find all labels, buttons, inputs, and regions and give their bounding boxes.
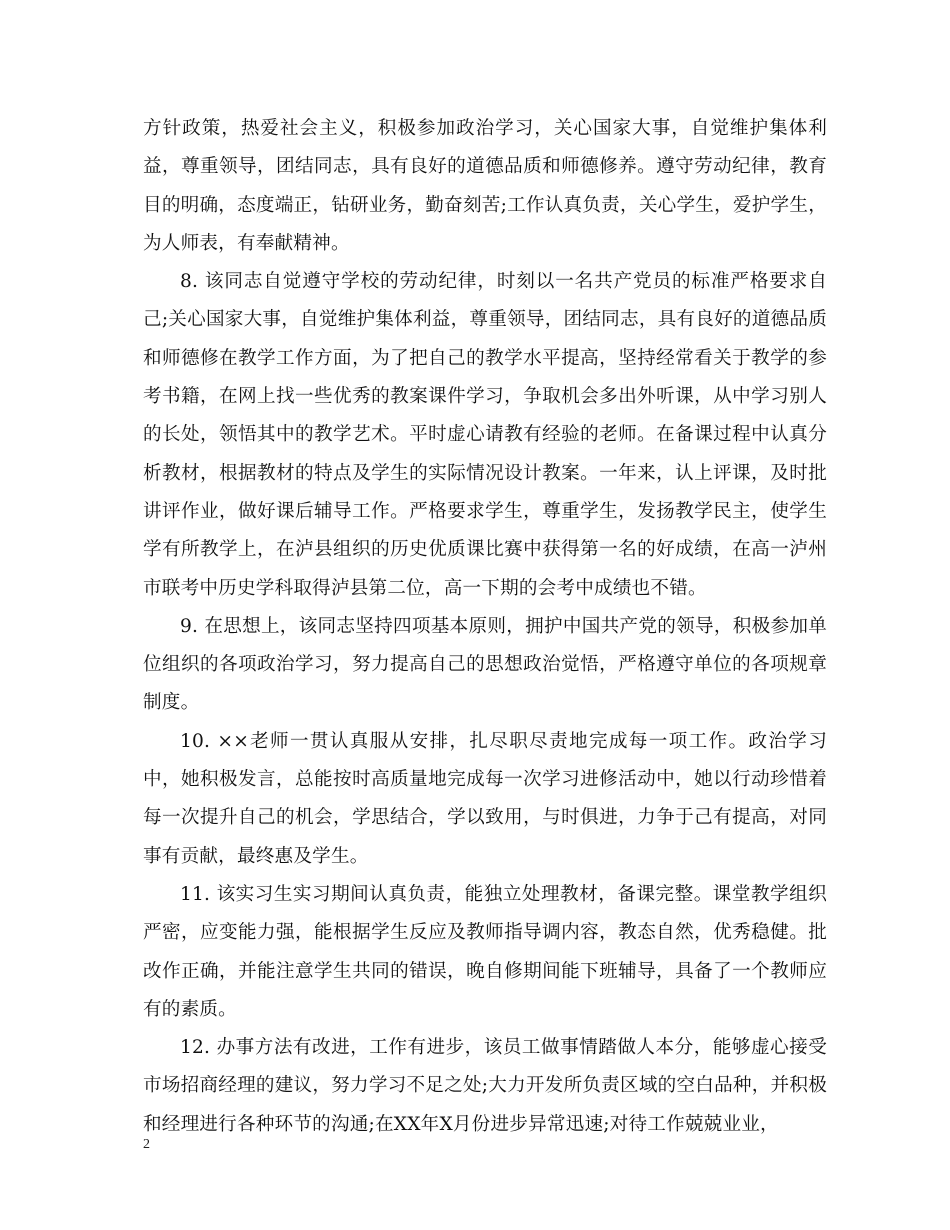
- paragraph-continuation: 方针政策，热爱社会主义，积极参加政治学习，关心国家大事，自觉维护集体利益，尊重领导，团结同志，具有良好的道德品质和师德修养。遵守劳动纪律，教育目的明确，态度端正，钻研业务，勤奋刻苦;工作认真负责，关心学生，爱护学生，为人师表，有奉献精神。: [143, 118, 827, 254]
- body-text: [143, 110, 827, 1144]
- paragraph-item-9: 9. 在思想上，该同志坚持四项基本原则，拥护中国共产党的领导，积极参加单位组织的各项政治学习，努力提高自己的思想政治觉悟，严格遵守单位的各项规章制度。: [143, 615, 827, 714]
- paragraph-item-12: 12. 办事方法有改进，工作有进步，该员工做事情踏做人本分，能够虚心接受市场招商经理的建议，努力学习不足之处;大力开发所负责区域的空白品种，并积极和经理进行各种环节的沟通;在XX年X月份进步异常迅速;对待工作兢兢业业，: [143, 1037, 827, 1135]
- paragraph-item-8: 8. 该同志自觉遵守学校的劳动纪律，时刻以一名共产党员的标准严格要求自己;关心国家大事，自觉维护集体利益，尊重领导，团结同志，具有良好的道德品质和师德修在教学工作方面，为了把自己的教学水平提高，坚持经常看关于教学的参考书籍，在网上找一些优秀的教案课件学习，争取机会多出外听课，从中学习别人的长处，领悟其中的教学艺术。平时虚心请教有经验的老师。在备课过程中认真分析教材，根据教材的特点及学生的实际情况设计教案。一年来，认上评课，及时批讲评作业，做好课后辅导工作。严格要求学生，尊重学生，发扬教学民主，使学生学有所教学上，在泸县组织的历史优质课比赛中获得第一名的好成绩，在高一泸州市联考中历史学科取得泸县第二位，高一下期的会考中成绩也不错。: [143, 271, 827, 599]
- page-number: 2: [143, 1137, 150, 1152]
- paragraph-item-10: 10. ××老师一贯认真服从安排，扎尽职尽责地完成每一项工作。政治学习中，她积极发言，总能按时高质量地完成每一次学习进修活动中，她以行动珍惜着每一次提升自己的机会，学思结合，学以致用，与时俱进，力争于己有提高，对同事有贡献，最终惠及学生。: [143, 730, 827, 867]
- paragraph-item-11: 11. 该实习生实习期间认真负责，能独立处理教材，备课完整。课堂教学组织严密，应变能力强，能根据学生反应及教师指导调内容，教态自然，优秀稳健。批改作正确，并能注意学生共同的错误，晚自修期间能下班辅导，具备了一个教师应有的素质。: [143, 883, 827, 1020]
